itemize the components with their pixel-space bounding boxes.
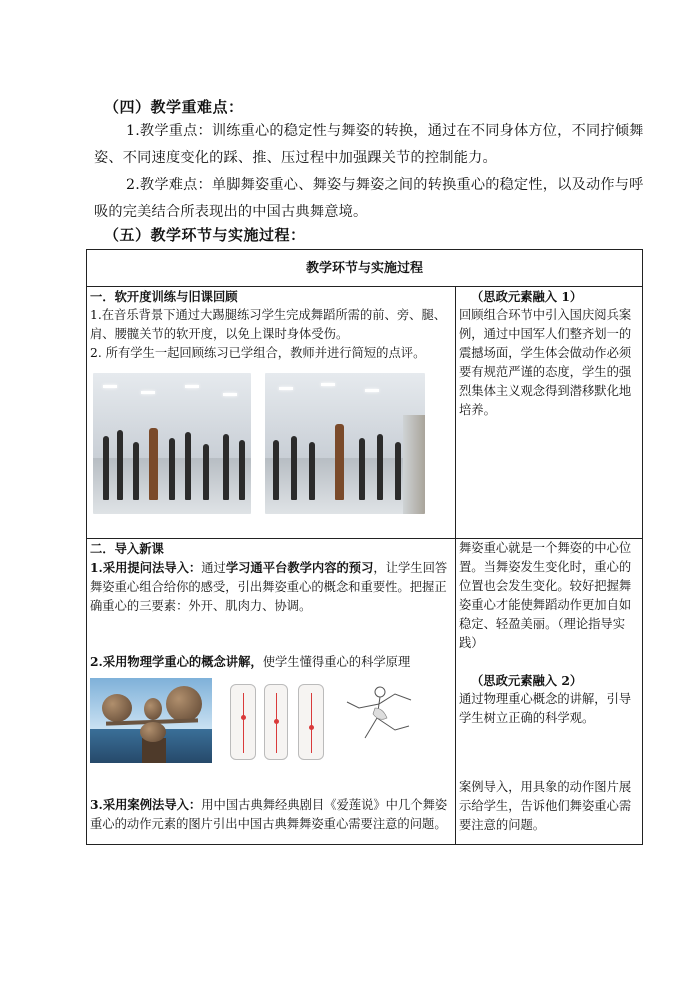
ideology-element-1-text: 回顾组合环节中引入国庆阅兵案例，通过中国军人们整齐划一的震撼场面，学生体会做动作必须要有规范严谨的态度，学生的强烈集体主义观念得到潜移默化地培养。 (459, 308, 632, 417)
balancing-stones-image (90, 678, 212, 763)
row1-right-cell (456, 287, 643, 539)
method-1-note: 舞姿重心就是一个舞姿的中心位置。当舞姿发生变化时，重心的位置也会发生变化。较好把握舞姿重心才能使舞蹈动作更加自如稳定、轻盈美丽。（理论指导实践） (459, 541, 632, 650)
table-title: 教学环节与实施过程 (87, 250, 643, 287)
table-row (87, 539, 643, 845)
row1-item1: 1.在音乐背景下通过大踢腿练习学生完成舞蹈所需的前、旁、腿、肩、腰髋关节的软开度，以免上课时身体受伤。 (90, 308, 447, 341)
method-1: 1.采用提问法导入：通过学习通平台教学内容的预习，让学生回答舞姿重心组合给你的感受，引出舞姿重心的概念和重要性。把握正确重心的三要素：外开、肌肉力、协调。 (90, 560, 448, 613)
method-2: 2.采用物理学重心的概念讲解，使学生懂得重心的科学原理 (90, 654, 411, 669)
dancer-sketch-image (335, 678, 425, 763)
table-row (87, 287, 643, 539)
row1-left-cell (87, 287, 456, 539)
dance-class-photo-2 (265, 373, 425, 514)
section5-heading: （五）教学环节与实施过程： (104, 226, 306, 244)
row2-left-cell (87, 539, 456, 845)
row2-heading: 二．导入新课 (90, 541, 164, 556)
teaching-process-table (86, 249, 643, 845)
row1-heading: 一．软开度训练与旧课回顾 (90, 289, 238, 304)
row1-item2: 2. 所有学生一起回顾练习已学组合，教师并进行简短的点评。 (90, 346, 426, 360)
teaching-focus: 1.教学重点：训练重心的稳定性与舞姿的转换，通过在不同身体方位，不同拧倾舞姿、不同速度变化的踩、推、压过程中加强踝关节的控制能力。 (94, 123, 644, 166)
body-center-of-gravity-diagram (216, 678, 331, 763)
row2-right-cell (456, 539, 643, 845)
teaching-difficulty: 2.教学难点：单脚舞姿重心、舞姿与舞姿之间的转换重心的稳定性，以及动作与呼吸的完美结合所表现出的中国古典舞意境。 (94, 177, 644, 220)
section4-heading: （四）教学重难点： (104, 98, 244, 116)
class-photos (90, 373, 452, 520)
ideology-element-2-text: 通过物理重心概念的讲解，引导学生树立正确的科学观。 (459, 692, 632, 725)
method-3-note: 案例导入，用具象的动作图片展示给学生，告诉他们舞姿重心需要注意的问题。 (459, 780, 632, 832)
ideology-element-2-title: （思政元素融入 2） (471, 673, 583, 688)
dance-class-photo-1 (93, 373, 251, 514)
method-3: 3.采用案例法导入：用中国古典舞经典剧目《爱莲说》中几个舞姿重心的动作元素的图片引出中国古典舞舞姿重心需要注意的问题。 (90, 797, 448, 831)
gravity-illustrations (90, 678, 452, 769)
ideology-element-1-title: （思政元素融入 1） (471, 289, 583, 304)
